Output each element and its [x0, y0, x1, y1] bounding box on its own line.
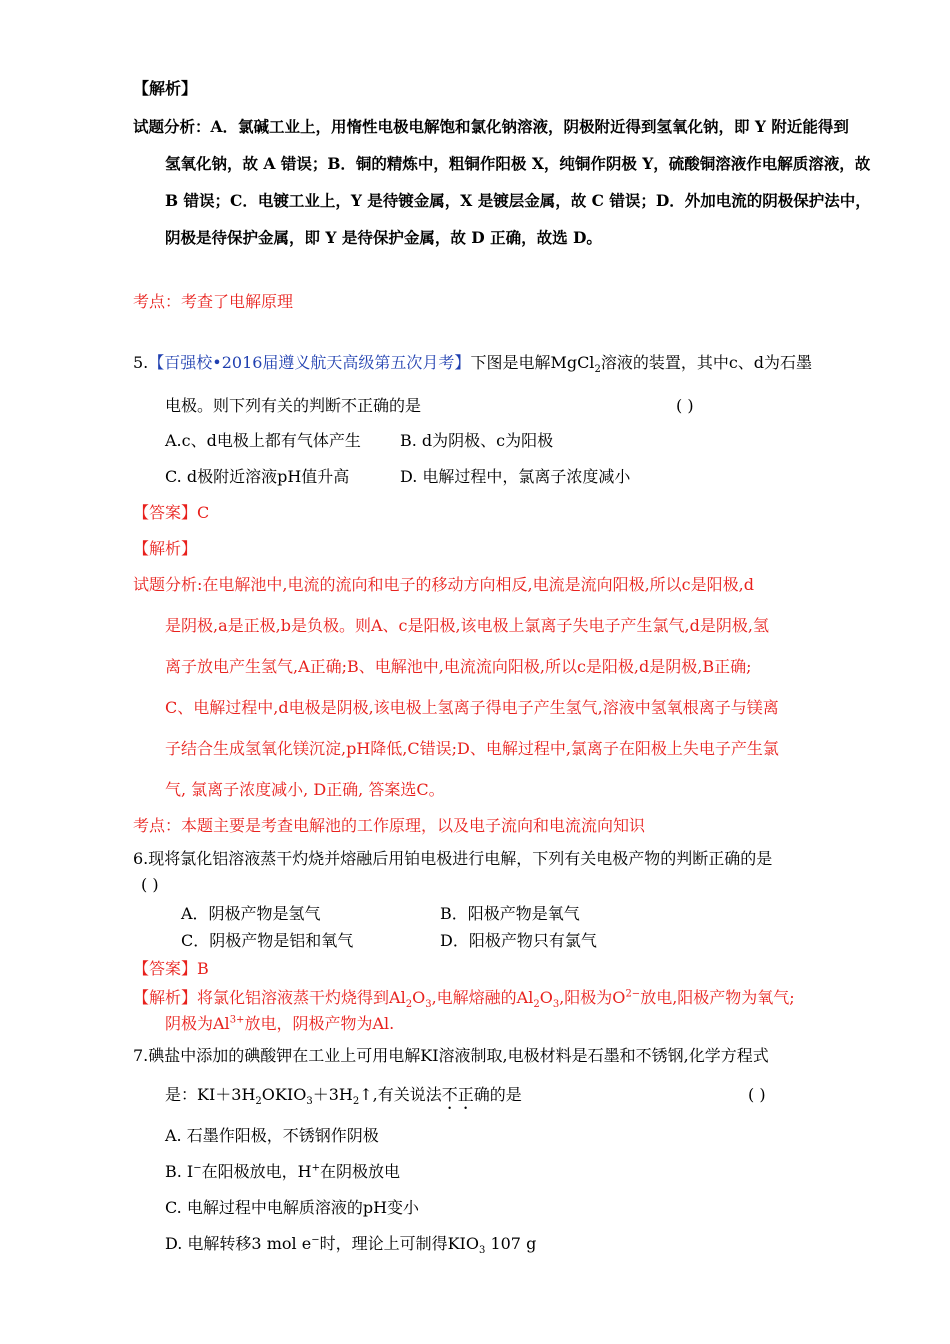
q4-analysis-line-4: 阴极是待保护金属，即 Y 是待保护金属，故 D 正确，故选 D。	[165, 228, 602, 247]
q6-option-c: C．阴极产物是铝和氧气	[181, 931, 354, 950]
q5-answer-paren: ( )	[676, 396, 694, 415]
q5-option-b: B. d为阴极、c为阳极	[400, 431, 554, 450]
q4-analysis-line-1: 试题分析：A．氯碱工业上，用惰性电极电解饱和氯化钠溶液，阴极附近得到氢氧化钠，即 Y 附近能得到	[133, 117, 849, 136]
q6-jiexi-label: 【解析】	[133, 988, 198, 1007]
q7-option-a: A. 石墨作阳极，不锈钢作阴极	[165, 1126, 379, 1145]
q7-emphasis-text: 不正	[441, 1085, 474, 1104]
q5-option-d: D. 电解过程中，氯离子浓度减小	[400, 467, 631, 486]
q5-analysis-line-6: 气, 氯离子浓度减小, D正确, 答案选C。	[165, 780, 445, 799]
q5-analysis-line-5: 子结合生成氢氧化镁沉淀,pH降低,C错误;D、电解过程中,氯离子在阳极上失电子产生氯	[165, 739, 779, 758]
q4-jiexi-label: 【解析】	[133, 79, 198, 98]
q6-answer-value: B	[197, 959, 209, 978]
q6-analysis-line-1: 【解析】将氯化铝溶液蒸干灼烧得到$Al_2O_3$,电解熔融的$Al_2O_3$,阳极为$O^{2-}$放电,阳极产物为氧气;	[133, 988, 795, 1011]
q5-analysis-line-3: 离子放电产生氢气,A正确;B、电解池中,电流流向阳极,所以c是阳极,d是阴极,B正确;	[165, 657, 752, 676]
q6-option-b: B．阳极产物是氧气	[440, 904, 580, 923]
q5-answer-value: C	[197, 503, 210, 522]
q5-analysis-line-2: 是阴极,a是正极,b是负极。则A、c是阳极,该电极上氯离子失电子产生氯气,d是阴极,氢	[165, 616, 769, 635]
q6-answer-paren: ( )	[141, 875, 159, 894]
q7-option-d: D. 电解转移3 mol e−时，理论上可制得$KIO_3$ 107 g	[165, 1234, 537, 1257]
q6-answer	[133, 958, 209, 980]
q5-option-c: C. d极附近溶液pH值升高	[165, 467, 350, 486]
q5-answer	[133, 502, 209, 524]
q5-number: 5.	[133, 353, 149, 372]
q7-option-b: B. I−在阳极放电，H+在阴极放电	[165, 1162, 401, 1181]
q6-option-a: A．阴极产物是氢气	[181, 904, 321, 923]
q4-analysis-line-2: 氢氧化钠，故 A 错误；B．铜的精炼中，粗铜作阳极 X，纯铜作阴极 Y，硫酸铜溶液作电解质溶液，故	[165, 154, 871, 173]
q7-answer-paren: ( )	[748, 1085, 766, 1104]
q5-stem-line-1: 5.【百强校•2016届遵义航天高级第五次月考】下图是电解MgCl$_2$溶液的装置，其中c、d为石墨	[133, 353, 813, 376]
q6-analysis-line-2: 阴极为$Al^{3+}$放电，阴极产物为Al.	[165, 1014, 395, 1033]
q5-kaodian: 考点：本题主要是考查电解池的工作原理，以及电子流向和电流流向知识	[133, 816, 646, 835]
q5-jiexi-label: 【解析】	[133, 539, 198, 558]
q5-stem-line-2: 电极。则下列有关的判断不正确的是	[165, 396, 422, 415]
q5-answer-label: 【答案】	[133, 503, 198, 522]
q6-option-d: D．阳极产物只有氯气	[440, 931, 597, 950]
q7-option-c: C. 电解过程中电解质溶液的pH变小	[165, 1198, 420, 1217]
q5-source: 【百强校•2016届遵义航天高级第五次月考】	[148, 353, 471, 372]
q7-stem-line-1: 7.碘盐中添加的碘酸钾在工业上可用电解KI溶液制取,电极材料是石墨和不锈钢,化学方程式	[133, 1046, 769, 1065]
q6-stem: 6.现将氯化铝溶液蒸干灼烧并熔融后用铂电极进行电解，下列有关电极产物的判断正确的是	[133, 849, 773, 868]
q6-answer-label: 【答案】	[133, 959, 198, 978]
q5-option-a: A.c、d电极上都有气体产生	[165, 431, 361, 450]
q4-analysis-line-3: B 错误；C．电镀工业上，Y 是待镀金属，X 是镀层金属，故 C 错误；D．外加电流的阴极保护法中，	[165, 191, 871, 210]
q5-analysis-line-1: 试题分析:在电解池中,电流的流向和电子的移动方向相反,电流是流向阳极,所以c是阳极,d	[133, 575, 754, 594]
q4-kaodian: 考点：考查了电解原理	[133, 292, 294, 311]
q5-analysis-line-4: C、电解过程中,d电极是阴极,该电极上氢离子得电子产生氢气,溶液中氢氧根离子与镁离	[165, 698, 779, 717]
q7-stem-line-2: 是：$KI+3H_2OKIO_3+3H_2↑$,有关说法不正确的是	[165, 1085, 522, 1108]
